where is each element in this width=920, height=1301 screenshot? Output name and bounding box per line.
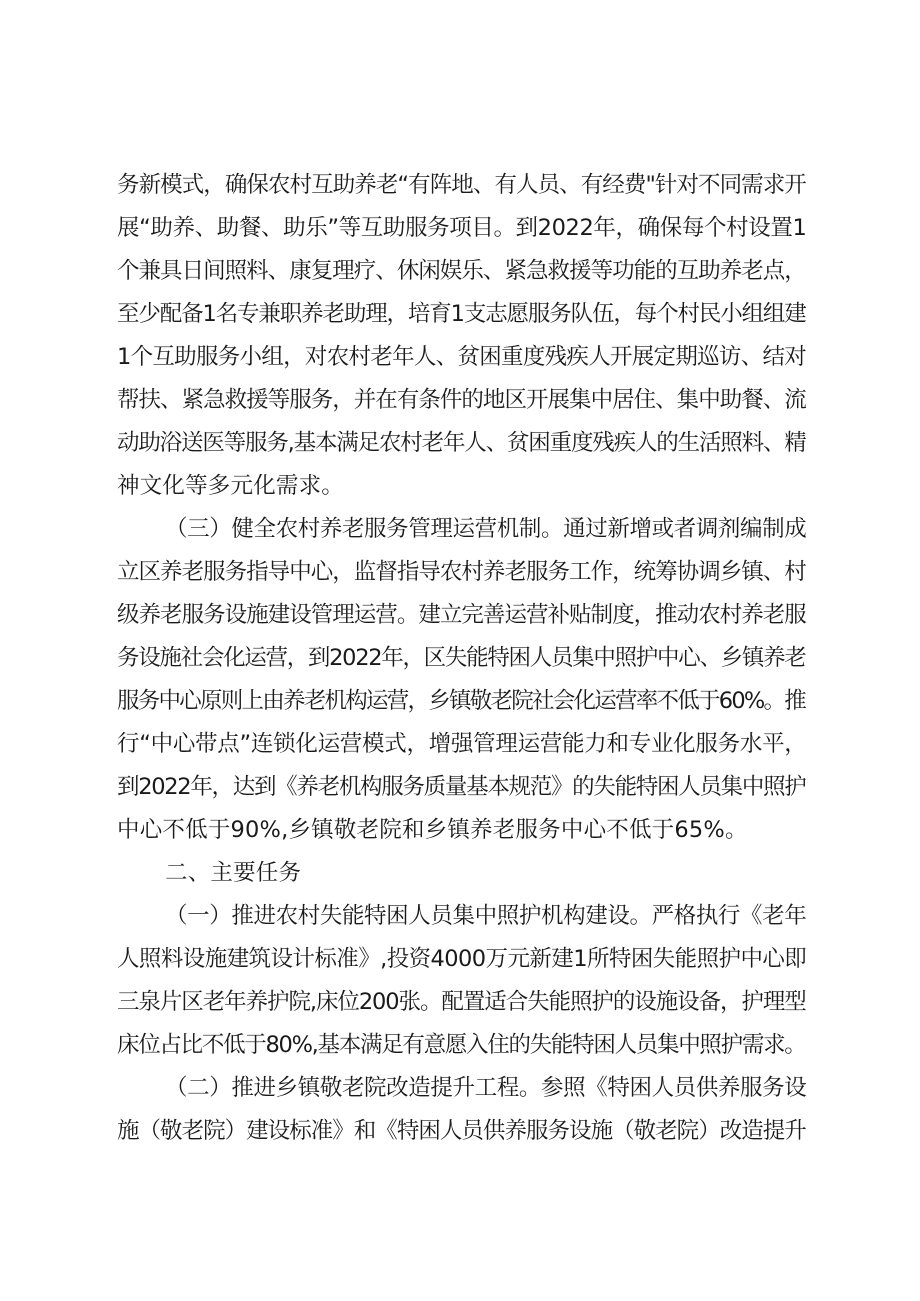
body-line: 展“助养、助餐、助乐”等互助服务项目。到2022年，确保每个村设置1 [117, 215, 807, 241]
body-line: 务设施社会化运营，到2022年，区失能特困人员集中照护中心、乡镇养老 [117, 645, 806, 671]
body-line: 到2022年，达到《养老机构服务质量基本规范》的失能特困人员集中照护 [117, 774, 806, 800]
body-line: 三泉片区老年养护院,床位200张。配置适合失能照护的设施设备，护理型 [117, 989, 806, 1015]
body-line: 行“中心带点”连锁化运营模式，增强管理运营能力和专业化服务水平， [117, 731, 807, 757]
body-line: 中心不低于90%,乡镇敬老院和乡镇养老服务中心不低于65%。 [117, 817, 748, 843]
chapter-heading: 二、主要任务 [165, 860, 302, 886]
body-line: 至少配备1名专兼职养老助理，培育1支志愿服务队伍，每个村民小组组建 [117, 301, 806, 327]
body-line: 级养老服务设施建设管理运营。建立完善运营补贴制度，推动农村养老服 [117, 602, 806, 628]
body-line: 动助浴送医等服务,基本满足农村老年人、贫困重度残疾人的生活照料、精 [117, 430, 806, 456]
body-line: 1个互助服务小组，对农村老年人、贫困重度残疾人开展定期巡访、结对 [117, 344, 807, 370]
section-heading-line: （三）健全农村养老服务管理运营机制。通过新增或者调剂编制成 [165, 516, 807, 542]
body-line: 床位占比不低于80%,基本满足有意愿入住的失能特困人员集中照护需求。 [117, 1032, 806, 1058]
body-line: 帮扶、紧急救援等服务，并在有条件的地区开展集中居住、集中助餐、流 [117, 387, 806, 413]
section-heading-line: （二）推进乡镇敬老院改造提升工程。参照《特困人员供养服务设 [165, 1075, 807, 1101]
body-line: 立区养老服务指导中心，监督指导农村养老服务工作，统筹协调乡镇、村 [117, 559, 806, 585]
body-line: 个兼具日间照料、康复理疗、休闲娱乐、紧急救援等功能的互助养老点， [117, 258, 806, 284]
body-line: 施（敬老院）建设标准》和《特困人员供养服务设施（敬老院）改造提升 [117, 1118, 806, 1144]
body-line: 人照料设施建筑设计标准》,投资4000万元新建1所特困失能照护中心即 [117, 946, 807, 972]
body-line: 神文化等多元化需求。 [117, 473, 345, 499]
body-line: 务新模式，确保农村互助养老“有阵地、有人员、有经费"针对不同需求开 [117, 172, 806, 198]
body-line: 服务中心原则上由养老机构运营，乡镇敬老院社会化运营率不低于60%。推 [117, 688, 806, 714]
section-heading-line: （一）推进农村失能特困人员集中照护机构建设。严格执行《老年 [165, 903, 807, 929]
